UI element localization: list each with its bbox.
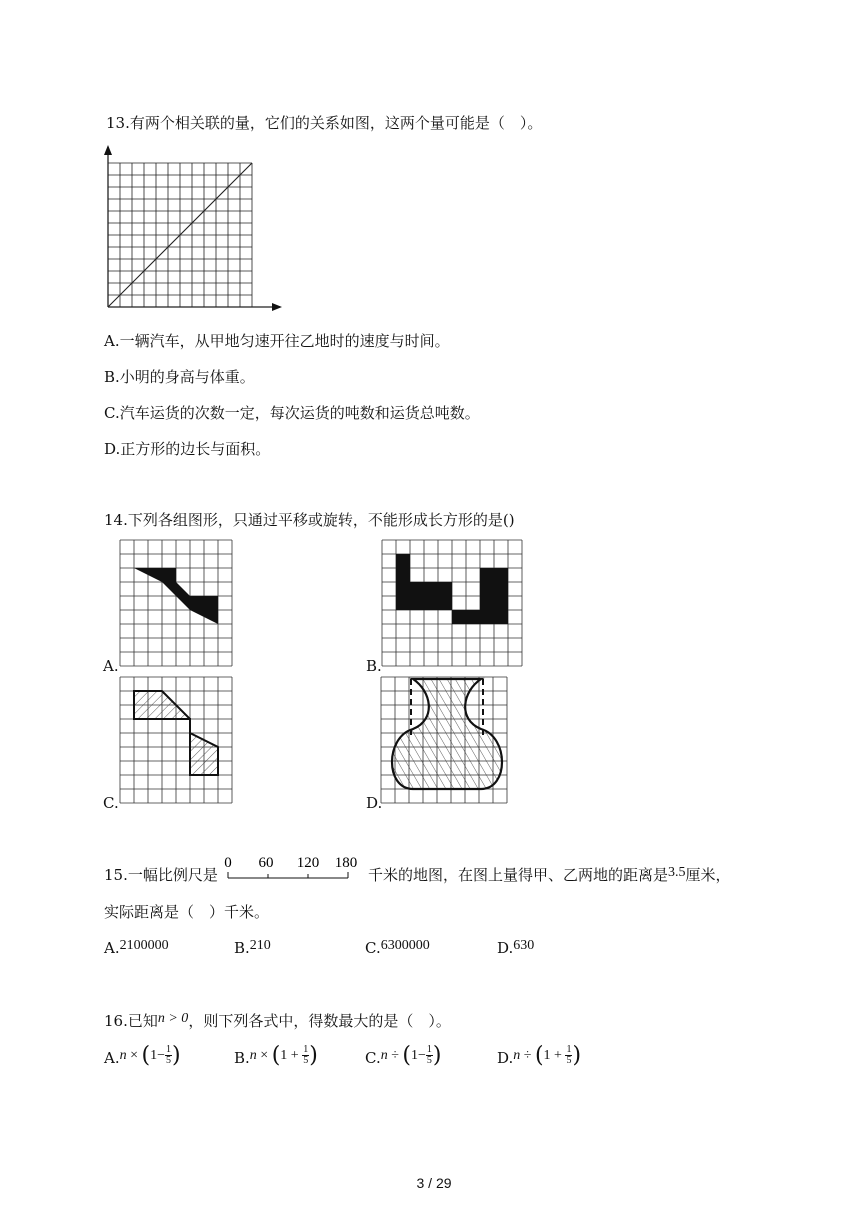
question-15-stem-start: 15.一幅比例尺是: [104, 866, 218, 884]
scale-tick-120: 120: [296, 855, 320, 871]
question-15-stem-line2: 实际距离是（ ）千米。: [104, 903, 270, 921]
page-number: 3 / 29: [416, 1175, 452, 1191]
q14-label-a: A.: [103, 657, 119, 675]
scale-tick-180: 180: [334, 855, 358, 871]
figure-d-shape: [392, 679, 502, 789]
q16-option-c: C.n ÷ (1− $\frac{1}{5}$ ): [365, 1042, 442, 1068]
q13-option-b: B.小明的身高与体重。: [104, 368, 255, 386]
q15-option-c: C.6300000: [365, 938, 430, 957]
q16-option-a: A.n × (1− $\frac{1}{5}$ ): [104, 1042, 181, 1068]
question-16-stem: 16.已知n > 0，则下列各式中，得数最大的是（ ）。: [104, 1011, 451, 1030]
question-14-stem: 14.下列各组图形，只通过平移或旋转，不能形成长方形的是(): [104, 511, 515, 529]
q13-option-a: A.一辆汽车，从甲地匀速开往乙地时的速度与时间。: [104, 332, 450, 350]
q15-distance-value: 3.5: [668, 865, 686, 880]
q16-option-d: D.n ÷ (1 + $\frac{1}{5}$ ): [497, 1042, 582, 1068]
question-15-stem-middle: 千米的地图，在图上量得甲、乙两地的距离是3.5厘米，: [368, 865, 731, 884]
q14-figure-c: [120, 677, 238, 805]
q15-option-a: A.2100000: [104, 938, 169, 957]
q16-option-b: B.n × (1 + $\frac{1}{5}$ ): [234, 1042, 318, 1068]
q14-label-b: B.: [366, 657, 382, 675]
q14-figure-b: [382, 540, 525, 668]
q15-scale-bar: [222, 853, 362, 883]
scale-tick-0: 0: [224, 855, 232, 871]
q14-label-d: D.: [366, 794, 383, 812]
scale-tick-60: 60: [258, 855, 274, 871]
q14-label-c: C.: [103, 794, 119, 812]
q13-option-d: D.正方形的边长与面积。: [104, 440, 271, 458]
q14-figure-d: [381, 677, 513, 805]
q13-grid-graph: [98, 145, 283, 315]
q15-option-d: D.630: [497, 938, 535, 957]
q14-figure-a: [120, 540, 238, 668]
q16-condition: n > 0: [157, 1011, 189, 1026]
q13-option-c: C.汽车运货的次数一定，每次运货的吨数和运货总吨数。: [104, 404, 480, 422]
question-13-stem: 13.有两个相关联的量，它们的关系如图，这两个量可能是（ ）。: [106, 114, 543, 132]
q15-option-b: B.210: [234, 938, 271, 957]
